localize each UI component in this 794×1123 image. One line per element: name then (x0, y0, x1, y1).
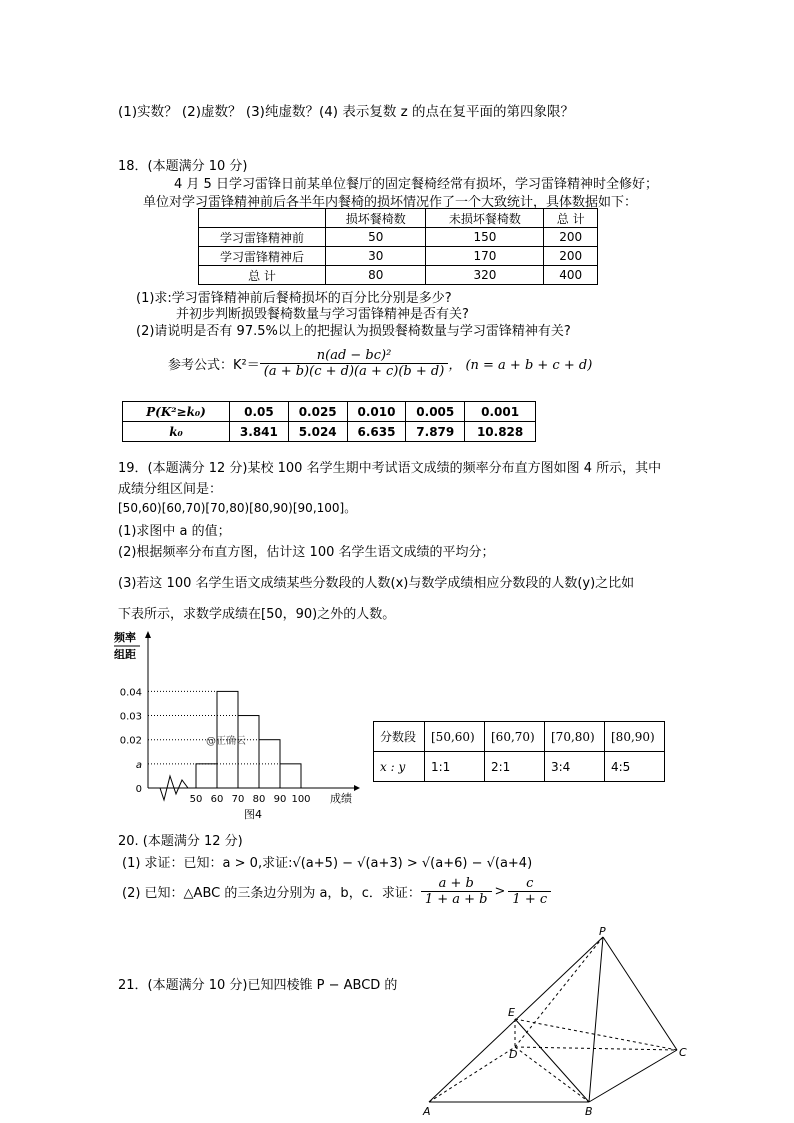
y-tick-label: a (135, 759, 142, 771)
q17-question-tail: (1)实数？ (2)虚数？ (3)纯虚数？(4) 表示复数 z 的点在复平面的第四象限？ (118, 104, 575, 120)
table-cell: 10.828 (465, 422, 536, 442)
table-cell: 0.05 (230, 402, 289, 422)
watermark: @正确云 (206, 736, 246, 747)
table-cell: [80,90) (605, 722, 665, 752)
table-row (199, 228, 598, 247)
table-cell: 200 (544, 247, 598, 266)
table-header: 总 计 (544, 209, 598, 228)
q18-intro-line2: 单位对学习雷锋精神前后各半年内餐椅的损坏情况作了一个大致统计，具体数据如下： (143, 195, 638, 210)
table-row (374, 752, 665, 782)
q21-text: 21．(本题满分 10 分)已知四棱锥 P − ABCD 的 (118, 978, 398, 993)
edge-DC (515, 1047, 677, 1050)
x-tick-label: 70 (231, 794, 245, 805)
formula-denominator: (a + b)(c + d)(a + c)(b + d) (263, 364, 445, 379)
table-row (199, 247, 598, 266)
q19-line1: 19．(本题满分 12 分)某校 100 名学生期中考试语文成绩的频率分布直方图如图 4 所示，其中 (118, 461, 662, 476)
q19-ratio-table (373, 721, 665, 782)
vertex-label-P: P (599, 925, 606, 938)
formula-fraction (260, 348, 449, 379)
histogram-bar (280, 764, 301, 788)
histogram-chart (108, 628, 368, 824)
table-cell: 学习雷锋精神前 (199, 228, 326, 247)
edge-BC (589, 1050, 677, 1102)
q18-intro-line1: 4 月 5 日学习雷锋日前某单位餐厅的固定餐椅经常有损坏，学习雷锋精神时全修好； (174, 177, 658, 192)
segment-EB (515, 1019, 589, 1102)
table-cell: 1:1 (425, 752, 485, 782)
table-cell: 150 (426, 228, 544, 247)
denominator: 1 + a + b (424, 892, 488, 907)
table-cell: 总 计 (199, 266, 326, 285)
table-cell: 0.025 (288, 402, 347, 422)
vertex-label-B: B (585, 1105, 593, 1118)
y-axis-arrow (145, 631, 151, 638)
ylabel-top: 频率 (114, 631, 136, 644)
q18-data-table (198, 208, 598, 285)
table-row (199, 266, 598, 285)
vertex-label-A: A (423, 1105, 431, 1118)
table-cell: 400 (544, 266, 598, 285)
table-cell: 200 (544, 228, 598, 247)
vertex-label-C: C (679, 1046, 687, 1059)
table-row-label: x : y (374, 752, 425, 782)
q19-part3a: (3)若这 100 名学生语文成绩某些分数段的人数(x)与数学成绩相应分数段的人数(y)之比如 (118, 576, 635, 591)
q19-line2: 成绩分组区间是： (118, 482, 223, 497)
formula-numerator: n(ad − bc)² (260, 348, 449, 364)
denominator: 1 + c (512, 892, 548, 907)
table-cell: 0.010 (347, 402, 406, 422)
formula-tail: ， (n = a + b + c + d) (448, 358, 593, 373)
fraction-right (508, 876, 551, 907)
numerator: c (508, 876, 551, 892)
table-row (123, 402, 536, 422)
edge-PC (603, 937, 677, 1050)
table-cell: 30 (326, 247, 426, 266)
table-row (123, 422, 536, 442)
q18-part1b: 并初步判断损毁餐椅数量与学习雷锋精神是否有关? (176, 307, 469, 322)
y-tick-label: 0.04 (119, 687, 142, 699)
diagonal-DB (515, 1047, 589, 1102)
table-cell (199, 209, 326, 228)
numerator: a + b (421, 876, 492, 892)
ylabel-bottom: 组距 (114, 648, 136, 661)
table-row (374, 722, 665, 752)
q20-part2-label: (2) 已知：△ABC 的三条边分别为 a，b，c．求证： (122, 886, 421, 901)
pyramid-figure (415, 925, 705, 1120)
table-header: 损坏餐椅数 (326, 209, 426, 228)
y-tick-label: 0 (135, 784, 142, 795)
table-cell: 7.879 (406, 422, 465, 442)
table-row (199, 209, 598, 228)
table-header: 未损坏餐椅数 (426, 209, 544, 228)
q19-part3b: 下表所示，求数学成绩在[50，90)之外的人数。 (118, 607, 396, 622)
x-tick-label: 50 (189, 794, 203, 805)
figure-caption: 图4 (244, 808, 262, 821)
table-cell: 0.005 (406, 402, 465, 422)
table-row-label: k₀ (123, 422, 230, 442)
table-row-label: P(K²≥k₀) (123, 402, 230, 422)
q18-formula (168, 348, 592, 379)
x-axis-label: 成绩 (330, 792, 352, 805)
greater-than: > (494, 884, 506, 899)
x-tick-label: 80 (252, 794, 266, 805)
table-cell: 170 (426, 247, 544, 266)
q19-part1: (1)求图中 a 的值； (118, 524, 231, 539)
q18-critical-table (122, 401, 536, 442)
table-header: 分数段 (374, 722, 425, 752)
table-cell: 6.635 (347, 422, 406, 442)
table-cell: [70,80) (545, 722, 605, 752)
table-cell: 50 (326, 228, 426, 247)
edge-AD (429, 1047, 518, 1102)
table-cell: 80 (326, 266, 426, 285)
q20-part1: (1) 求证：已知：a > 0,求证:√(a+5) − √(a+3) > √(a+6) − √(a+4) (122, 856, 533, 871)
q18-part1a: (1)求:学习雷锋精神前后餐椅损坏的百分比分别是多少? (136, 291, 452, 306)
q19-part2: (2)根据频率分布直方图，估计这 100 名学生语文成绩的平均分； (118, 545, 495, 560)
x-tick-label: 90 (273, 794, 287, 805)
q20-part2 (122, 876, 551, 907)
q18-title: 18．(本题满分 10 分) (118, 159, 248, 174)
q18-part2: (2)请说明是否有 97.5%以上的把握认为损毁餐椅数量与学习雷锋精神有关? (136, 324, 571, 339)
y-tick-label: 0.02 (119, 735, 142, 747)
q19-intervals: [50,60)[60,70)[70,80)[80,90)[90,100]。 (118, 501, 357, 515)
table-cell: [60,70) (485, 722, 545, 752)
table-cell: 4:5 (605, 752, 665, 782)
table-cell: 2:1 (485, 752, 545, 782)
point-label-E: E (508, 1006, 515, 1019)
q20-title: 20. (本题满分 12 分) (118, 834, 243, 849)
edge-PB (589, 937, 603, 1102)
formula-label: 参考公式：K²＝ (168, 358, 260, 373)
table-cell: 学习雷锋精神后 (199, 247, 326, 266)
x-axis-arrow (354, 785, 360, 791)
table-cell: 3:4 (545, 752, 605, 782)
table-cell: [50,60) (425, 722, 485, 752)
table-cell: 320 (426, 266, 544, 285)
edge-PD (515, 937, 603, 1047)
x-tick-label: 100 (291, 794, 311, 805)
histogram-bar (238, 716, 259, 788)
x-tick-label: 60 (210, 794, 224, 805)
histogram-bar (196, 764, 217, 788)
table-cell: 5.024 (288, 422, 347, 442)
y-tick-label: 0.03 (119, 711, 142, 723)
table-cell: 3.841 (230, 422, 289, 442)
table-cell: 0.001 (465, 402, 536, 422)
fraction-left (421, 876, 492, 907)
vertex-label-D: D (509, 1048, 518, 1061)
